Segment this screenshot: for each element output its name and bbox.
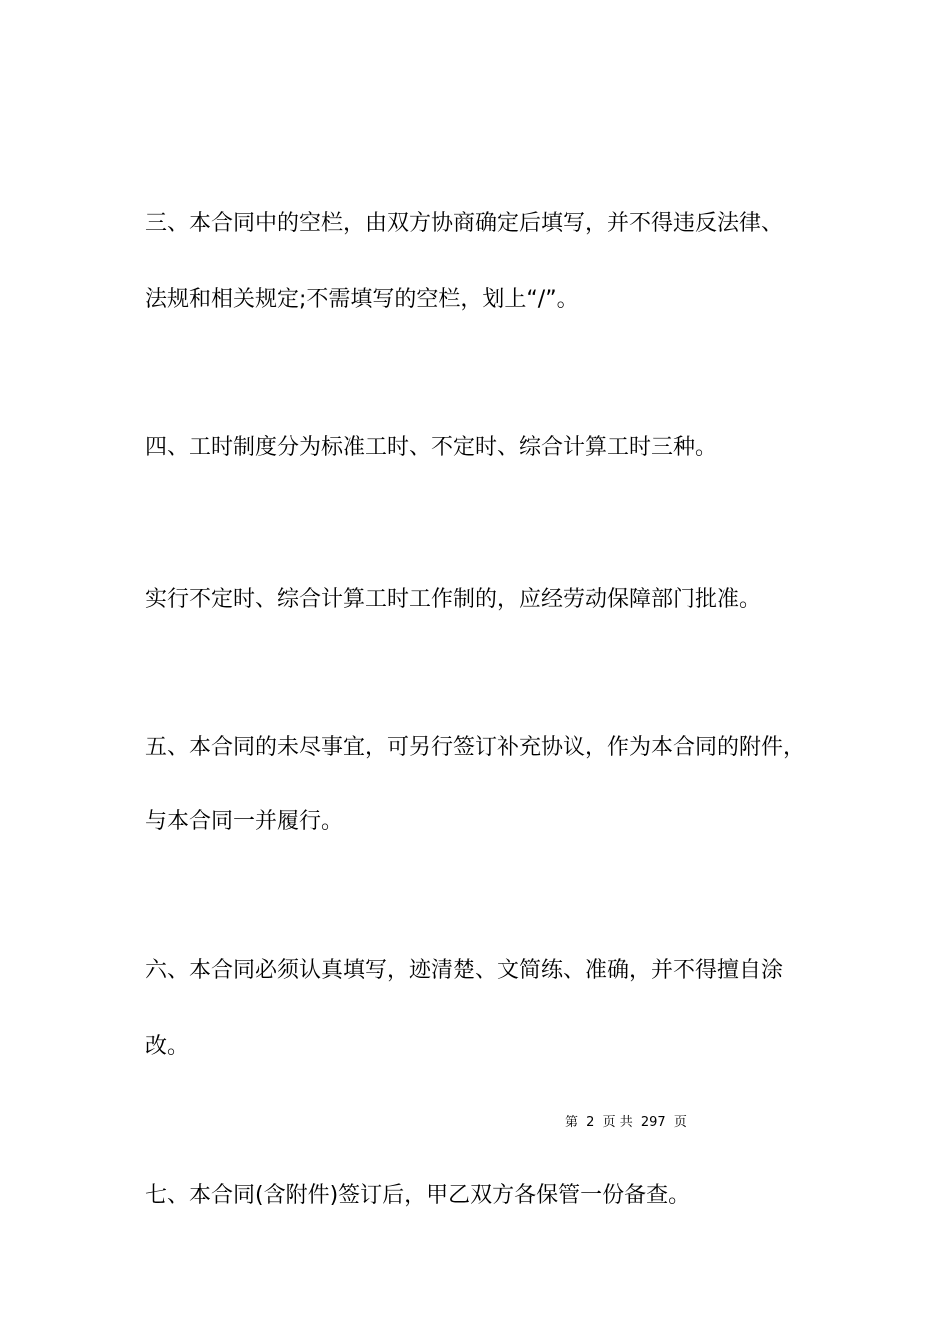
footer-page-number: 2 xyxy=(586,1115,595,1130)
footer-middle: 页 共 xyxy=(602,1115,633,1130)
clause-7-line-1: 七、本合同(含附件)签订后，甲乙双方各保管一份备查。 xyxy=(145,1183,691,1208)
clause-6-line-1: 六、本合同必须认真填写，迹清楚、文简练、准确，并不得擅自涂 xyxy=(145,958,784,983)
clause-3-line-1: 三、本合同中的空栏，由双方协商确定后填写，并不得违反法律、 xyxy=(145,211,784,236)
clause-3-line-2: 法规和相关规定;不需填写的空栏，划上“/”。 xyxy=(145,287,579,312)
clause-6-line-2: 改。 xyxy=(145,1034,190,1059)
clause-5-line-1: 五、本合同的未尽事宜，可另行签订补充协议，作为本合同的附件， xyxy=(145,735,806,760)
clause-4-note-line-1: 实行不定时、综合计算工时工作制的，应经劳动保障部门批准。 xyxy=(145,587,762,612)
footer-total-pages: 297 xyxy=(640,1115,666,1130)
clause-5-line-2: 与本合同一并履行。 xyxy=(145,809,344,834)
footer-prefix: 第 xyxy=(565,1115,579,1130)
page-footer xyxy=(565,1115,691,1131)
clause-4-line-1: 四、工时制度分为标准工时、不定时、综合计算工时三种。 xyxy=(145,435,718,460)
footer-suffix: 页 xyxy=(673,1115,687,1130)
